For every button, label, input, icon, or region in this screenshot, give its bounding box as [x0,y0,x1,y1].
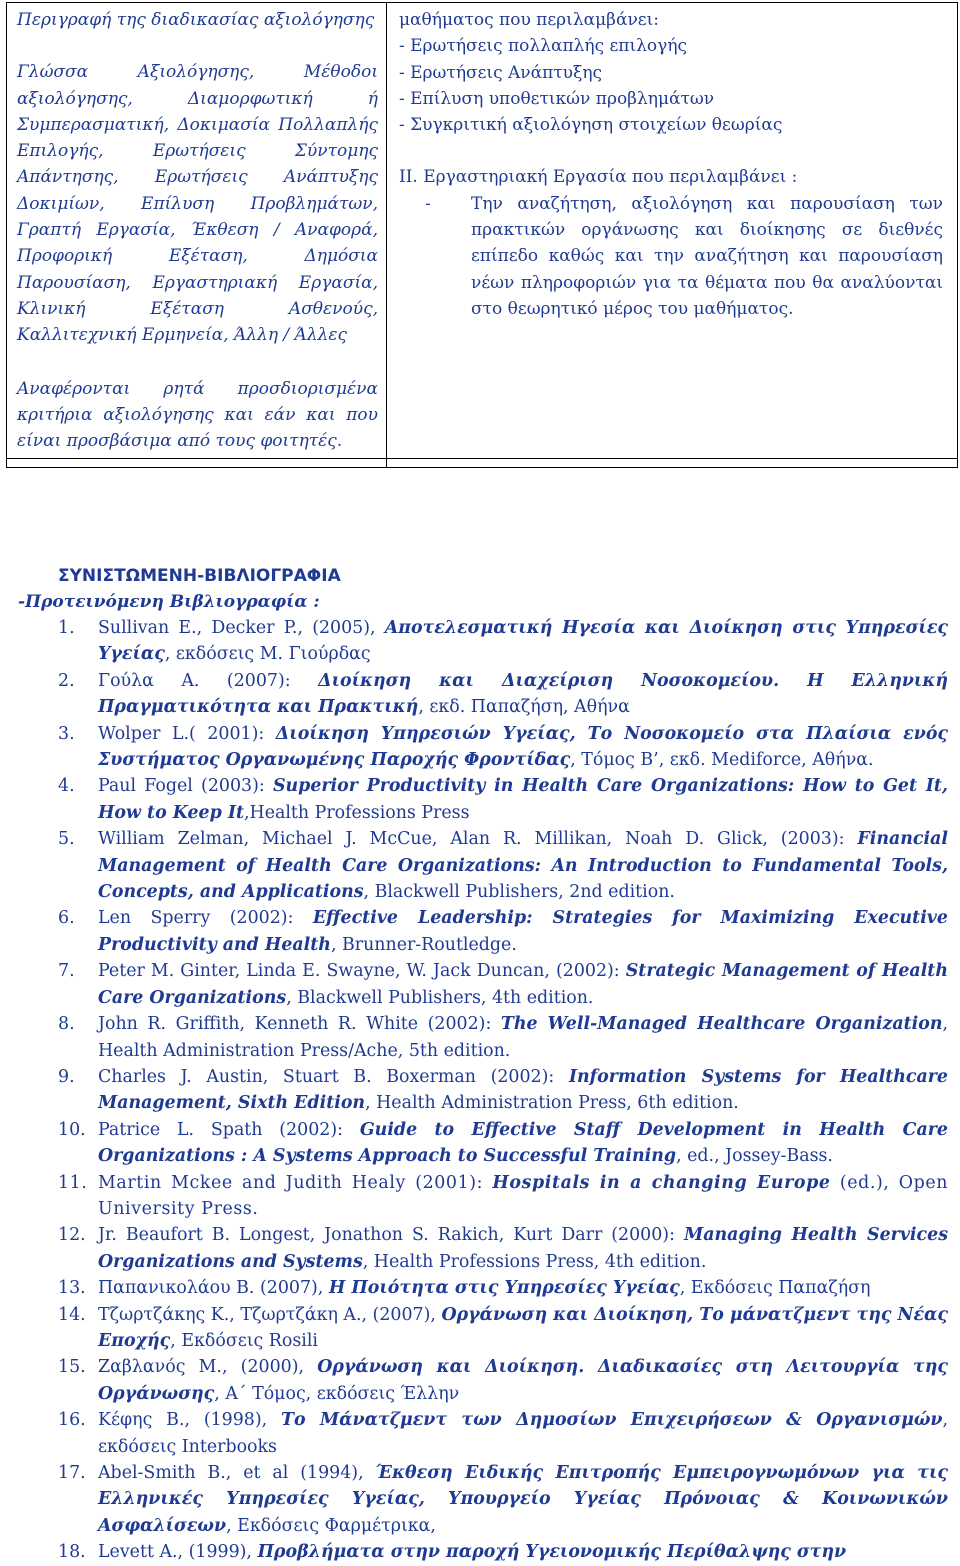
reference-title: The Well-Managed Healthcare Organization [500,1014,943,1035]
reference-item [18,1460,948,1539]
reference-number: 18. [58,1542,86,1563]
reference-authors: Len Sperry (2002): [98,908,313,929]
reference-publisher: , Blackwell Publishers, 4th edition. [286,987,594,1008]
reference-authors: Ζαβλανός Μ., (2000), [98,1357,318,1378]
reference-title: Αποτελεσματική Ηγεσία και Διοίκηση στις Υπηρεσίες Υγείας [98,618,948,665]
reference-item [18,1275,948,1301]
reference-authors: Peter M. Ginter, Linda E. Swayne, W. Jack Duncan, (2002): [98,961,626,982]
bibliography-heading: ΣΥΝΙΣΤΩΜΕΝΗ-ΒΙΒΛΙΟΓΡΑΦΙΑ [58,566,341,586]
reference-number: 8. [58,1014,75,1035]
reference-publisher: , Health Administration Press/Ache, 5th edition. [98,1014,948,1061]
reference-publisher: , Α΄ Τόμος, εκδόσεις Έλλην [214,1383,460,1404]
reference-title: Το Μάνατζμεντ των Δημοσίων Επιχειρήσεων & Οργανισμών [281,1410,943,1431]
reference-authors: Παπανικολάου Β. (2007), [98,1278,329,1299]
exam-item: - Ερωτήσεις Ανάπτυξης [399,62,603,83]
reference-publisher: , Health Administration Press, 6th edition. [365,1093,739,1114]
lab-work-dash: - [425,193,431,214]
reference-publisher: , Εκδόσεις Παπαζήση [679,1278,871,1299]
reference-authors: Κέφης Β., (1998), [98,1410,282,1431]
reference-item [18,1011,948,1064]
reference-item [18,1222,948,1275]
reference-number: 9. [58,1066,75,1087]
assessment-description-title: Περιγραφή της διαδικασίας αξιολόγησης [17,10,375,30]
reference-authors: Γούλα Α. (2007): [98,670,319,691]
reference-publisher: , εκδ. Παπαζήση, Αθήνα [418,697,630,718]
reference-item [18,958,948,1011]
exam-item: - Συγκριτική αξιολόγηση στοιχείων θεωρίας [399,115,783,136]
reference-number: 12. [58,1225,86,1246]
reference-authors: Charles J. Austin, Stuart B. Boxerman (2002): [98,1066,569,1087]
reference-publisher: , ed., Jossey-Bass. [676,1146,833,1167]
reference-item [18,1539,948,1565]
reference-authors: Abel-Smith B., et al (1994), [98,1463,376,1483]
reference-authors: Patrice L. Spath (2002): [98,1119,360,1140]
assessment-right-cell [387,3,958,459]
reference-title: Διοίκηση και Διαχείριση Νοσοκομείου. Η Ελληνική Πραγματικότητα και Πρακτική [98,670,949,718]
reference-title: Προβλήματα στην παροχή Υγειονομικής Περίθαλψης στην [257,1542,847,1563]
reference-number: 2. [58,670,75,691]
reference-list [18,615,948,1566]
reference-publisher: , Εκδόσεις Rosili [170,1330,318,1351]
bibliography-section [18,563,948,1566]
reference-publisher: , Brunner-Routledge. [330,934,517,955]
assessment-left-cell-bottom [7,459,387,468]
reference-title: Strategic Management of Health Care Organizations [98,961,948,1008]
reference-item [18,615,948,668]
reference-title: Διοίκηση Υπηρεσιών Υγείας, Το Νοσοκομείο στα Πλαίσια ενός Συστήματος Οργανωμένης Παροχής Φροντίδας [98,723,949,771]
reference-number: 13. [58,1278,86,1299]
reference-publisher: , εκδόσεις Μ. Γιούρδας [164,644,371,665]
assessment-left-cell [7,3,387,459]
bibliography-subheading: -Προτεινόμενη Βιβλιογραφία : [18,592,320,612]
reference-title: Superior Productivity in Health Care Organizations: How to Get It, How to Keep It [98,776,948,823]
reference-title: Έκθεση Ειδικής Επιτροπής Εμπειρογνωμόνων για τις Ελληνικές Υπηρεσίες Υγείας, Υπουργείο Υγείας Πρόνοιας & Κοινωνικών Ασφαλίσεων [98,1463,948,1536]
reference-authors: Wolper L.( 2001): [98,723,276,744]
assessment-methods-list: Γλώσσα Αξιολόγησης, Μέθοδοι αξιολόγησης, Διαμορφωτική ή Συμπερασματική, Δοκιμασία Πολλαπλής Επιλογής, Ερωτήσεις Σύντομης Απάντησης, Ερωτήσεις Ανάπτυξης Δοκιμίων, Επίλυση Προβλημάτων, Γραπτή Εργασία, Έκθεση / Αναφορά, Προφορική Εξέταση, Δημόσια Παρουσίαση, Εργαστηριακή Εργασία, Κλινική Εξέταση Ασθενούς, Καλλιτεχνική Ερμηνεία, Άλλη / Άλλες [17,62,378,346]
course-includes-intro: μαθήματος που περιλαμβάνει: [399,10,659,30]
reference-authors: John R. Griffith, Kenneth R. White (2002): [98,1014,501,1035]
reference-number: 4. [58,776,75,797]
reference-item [18,721,948,774]
reference-number: 5. [58,829,75,850]
reference-publisher: , Τόμος Β’, εκδ. Mediforce, Αθήνα. [570,750,874,771]
reference-publisher: , εκδόσεις Interbooks [98,1410,948,1457]
reference-item [18,1407,948,1460]
assessment-table [6,2,958,468]
reference-title: Hospitals in a changing Europe [492,1172,831,1193]
reference-number: 16. [58,1410,86,1431]
reference-number: 17. [58,1463,86,1483]
reference-item [18,1170,948,1223]
reference-authors: Τζωρτζάκης Κ., Τζωρτζάκη Α., (2007), [98,1304,442,1325]
reference-number: 3. [58,723,75,744]
reference-item [18,1064,948,1117]
reference-title: Οργάνωση και Διοίκηση. Διαδικασίες στη Λειτουργία της Οργάνωσης [98,1357,948,1404]
reference-number: 6. [58,908,75,929]
reference-authors: Paul Fogel (2003): [98,776,273,797]
reference-number: 14. [58,1304,86,1325]
lab-work-title: ΙΙ. Εργαστηριακή Εργασία που περιλαμβάνει : [399,167,798,188]
reference-authors: Martin Mckee and Judith Healy (2001): [98,1172,493,1193]
reference-number: 15. [58,1357,86,1378]
reference-number: 7. [58,961,75,982]
reference-title: Managing Health Services Organizations and Systems [98,1225,948,1272]
reference-authors: Jr. Beaufort B. Longest, Jonathon S. Rakich, Kurt Darr (2000): [98,1225,684,1246]
reference-title: Η Ποιότητα στις Υπηρεσίες Υγείας [328,1278,680,1299]
reference-number: 10. [58,1119,86,1140]
exam-item: - Επίλυση υποθετικών προβλημάτων [399,88,715,109]
reference-authors: Sullivan E., Decker P., (2005), [98,618,385,638]
reference-title: Effective Leadership: Strategies for Maximizing Executive Productivity and Health [98,908,948,955]
reference-title: Information Systems for Healthcare Management, Sixth Edition [98,1066,948,1114]
reference-publisher: , Blackwell Publishers, 2nd edition. [363,882,675,903]
reference-publisher: , Εκδόσεις Φαρμέτρικα, [226,1515,436,1536]
reference-title: Οργάνωση και Διοίκηση, Το μάνατζμεντ της Νέας Εποχής [98,1304,948,1351]
lab-work-description: Την αναζήτηση, αξιολόγηση και παρουσίαση των πρακτικών οργάνωσης και διοίκησης σε διεθνές επίπεδο καθώς και την αναζήτηση και παρουσίαση νέων πληροφοριών για τα θέματα που θα αναλύονται στο θεωρητικό μέρος του μαθήματος. [471,193,943,319]
reference-item [18,773,948,826]
exam-item: - Ερωτήσεις πολλαπλής επιλογής [399,36,688,57]
reference-title: Guide to Effective Staff Development in Health Care Organizations : A Systems Approach to Successful Training [98,1119,948,1167]
reference-number: 11. [58,1172,88,1193]
reference-item [18,668,948,721]
reference-item [18,1354,948,1407]
reference-item [18,1117,948,1170]
reference-title: Financial Management of Health Care Organizations: An Introduction to Fundamental Tools, Concepts, and Applications [98,829,948,903]
reference-item [18,1302,948,1355]
reference-item [18,905,948,958]
reference-authors: Levett A., (1999), [98,1542,258,1563]
reference-item [18,826,948,905]
reference-authors: William Zelman, Michael J. McCue, Alan R. Millikan, Noah D. Glick, (2003): [98,829,858,850]
assessment-right-cell-bottom [387,459,958,468]
reference-publisher: ,Health Professions Press [244,802,470,823]
reference-publisher: (ed.), Open University Press. [98,1172,949,1219]
reference-publisher: , Health Professions Press, 4th edition. [362,1251,707,1272]
assessment-criteria-note: Αναφέρονται ρητά προσδιορισμένα κριτήρια αξιολόγησης και εάν και που είναι προσβάσιμα από τους φοιτητές. [17,378,378,452]
reference-number: 1. [58,618,75,638]
